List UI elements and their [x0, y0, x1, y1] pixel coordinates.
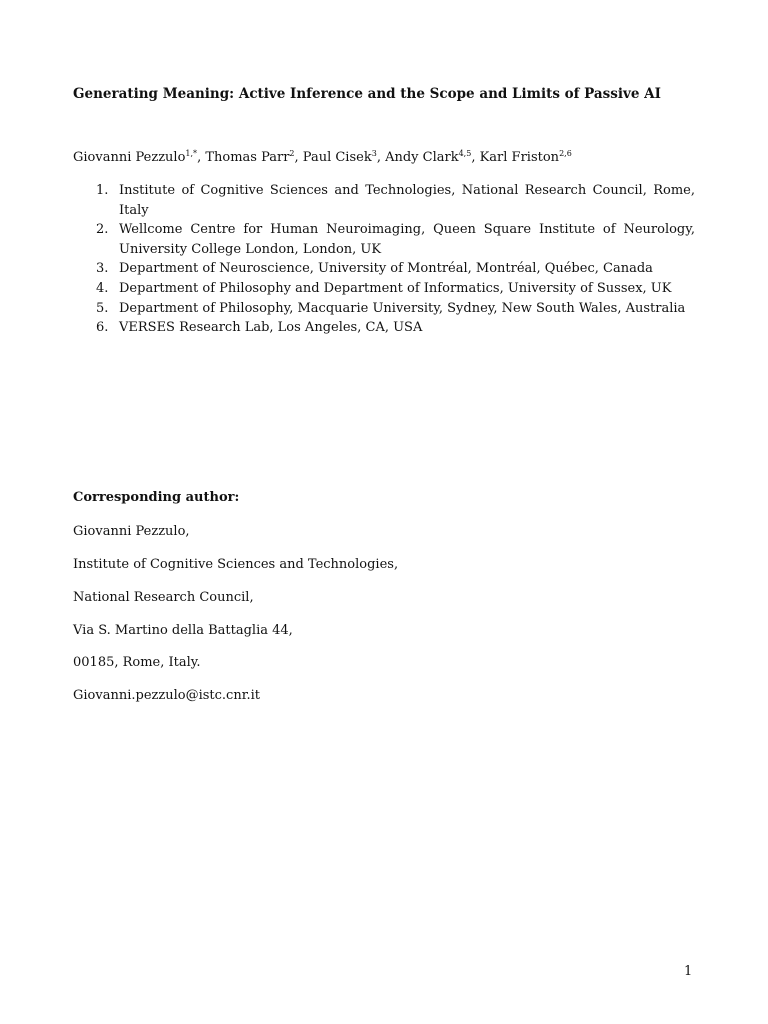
author-name: Andy Clark [385, 150, 459, 165]
affiliation-number: 6. [96, 320, 109, 336]
affiliation-item [73, 299, 695, 319]
author-list [73, 150, 572, 165]
corresponding-author-heading: Corresponding author: [73, 490, 240, 505]
paper-title: Generating Meaning: Active Inference and the Scope and Limits of Passive AI [73, 86, 661, 102]
author-name: Thomas Parr [205, 150, 290, 165]
author-affiliation-marker: 1,* [185, 149, 198, 158]
corresponding-email[interactable]: Giovanni.pezzulo@istc.cnr.it [73, 688, 260, 703]
affiliation-text: Department of Philosophy, Macquarie University, Sydney, New South Wales, Australia [119, 300, 686, 316]
affiliation-text: Department of Neuroscience, University of Montréal, Montréal, Québec, Canada [119, 261, 653, 277]
corresponding-council: National Research Council, [73, 590, 254, 605]
affiliation-item [73, 220, 695, 259]
affiliation-text: VERSES Research Lab, Los Angeles, CA, USA [119, 320, 423, 336]
author-name: Karl Friston [479, 150, 560, 165]
author-affiliation-marker: 2,6 [559, 149, 572, 158]
affiliation-item [73, 259, 695, 279]
author-separator: , [471, 150, 480, 165]
affiliation-number: 2. [96, 222, 109, 238]
author-separator: , [197, 150, 206, 165]
affiliation-text: Institute of Cognitive Sciences and Technologies, National Research Council, Rome, Italy [119, 183, 695, 218]
affiliation-number: 1. [96, 183, 109, 198]
affiliation-text: Wellcome Centre for Human Neuroimaging, Queen Square Institute of Neurology, University College London, London, UK [119, 222, 695, 257]
affiliation-text: Department of Philosophy and Department of Informatics, University of Sussex, UK [119, 280, 672, 296]
author-affiliation-marker: 4,5 [458, 149, 472, 158]
author-affiliation-marker: 3 [371, 149, 377, 158]
affiliation-number: 5. [96, 300, 109, 316]
affiliation-number: 3. [96, 261, 109, 277]
affiliation-item [73, 181, 695, 220]
affiliation-item [73, 318, 695, 338]
affiliation-list [73, 181, 695, 338]
author-name: Paul Cisek [302, 150, 372, 165]
author-name: Giovanni Pezzulo [73, 150, 186, 165]
affiliation-item [73, 279, 695, 299]
corresponding-author-name: Giovanni Pezzulo, [73, 524, 190, 539]
corresponding-street: Via S. Martino della Battaglia 44, [73, 623, 293, 638]
page-number: 1 [684, 964, 693, 979]
corresponding-institute: Institute of Cognitive Sciences and Technologies, [73, 557, 399, 572]
author-separator: , [294, 150, 303, 165]
corresponding-city: 00185, Rome, Italy. [73, 655, 201, 670]
author-affiliation-marker: 2 [289, 149, 295, 158]
affiliation-number: 4. [96, 280, 109, 296]
author-separator: , [376, 150, 386, 165]
